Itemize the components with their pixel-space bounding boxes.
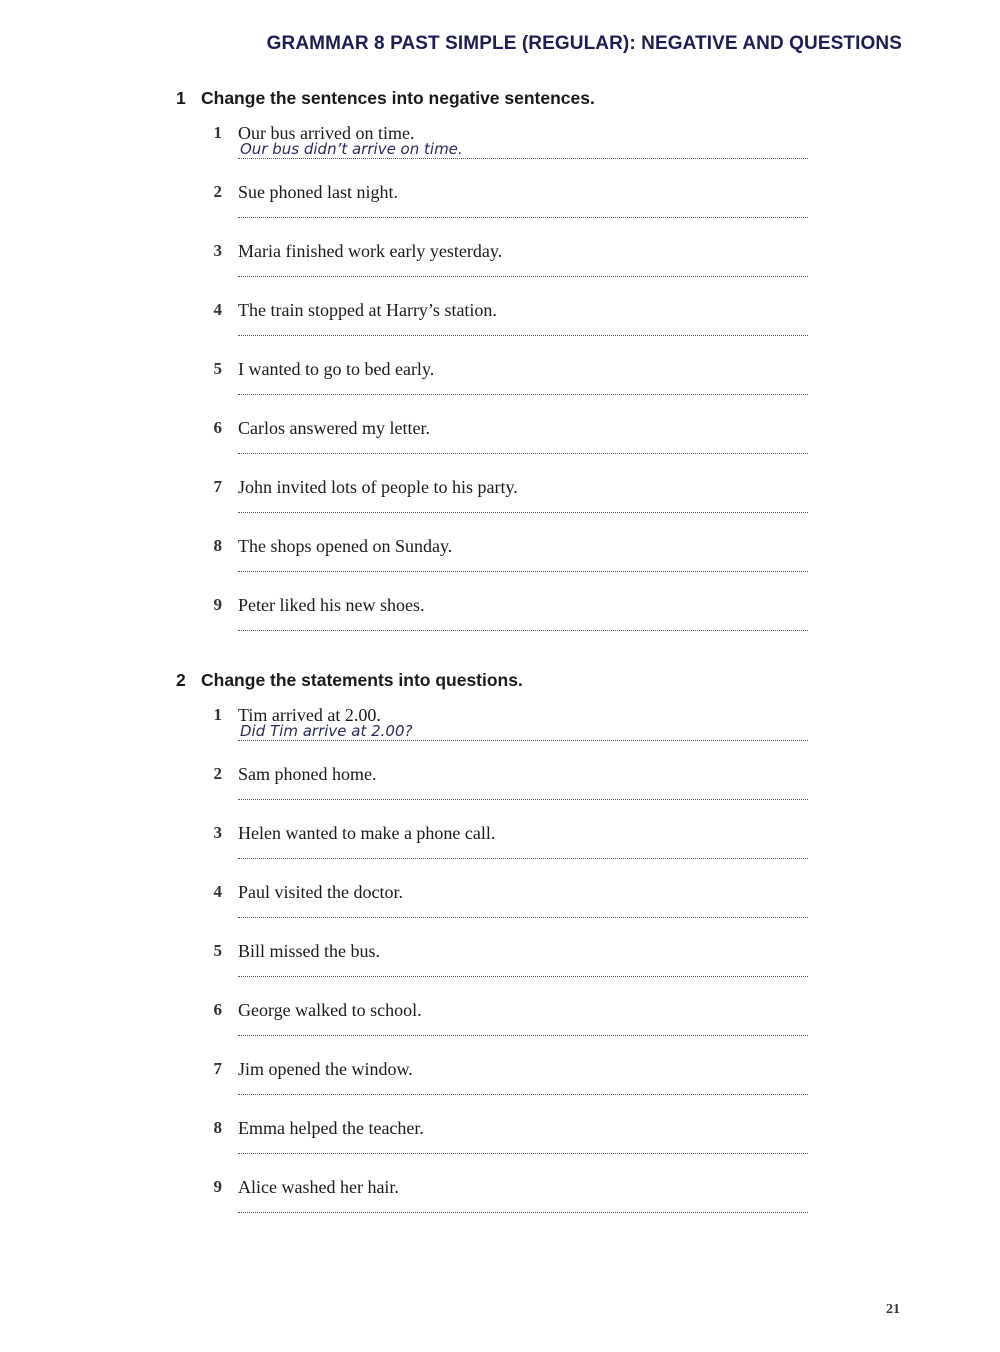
exercise-item <box>0 823 1000 882</box>
answer-line[interactable] <box>238 276 808 277</box>
item-number: 3 <box>213 823 222 842</box>
item-sentence: Alice washed her hair. <box>238 1177 399 1197</box>
item-sentence: Peter liked his new shoes. <box>238 595 425 615</box>
item-sentence: The shops opened on Sunday. <box>238 536 453 556</box>
answer-line[interactable] <box>238 453 808 454</box>
answer-line[interactable] <box>238 976 808 977</box>
exercise-instruction <box>176 88 595 109</box>
exercise-instruction <box>176 670 523 691</box>
exercise-item <box>0 123 1000 182</box>
item-number: 9 <box>213 1177 222 1196</box>
item-sentence: Emma helped the teacher. <box>238 1118 424 1138</box>
item-sentence: Maria finished work early yesterday. <box>238 241 503 261</box>
example-answer: Did Tim arrive at 2.00? <box>240 722 413 740</box>
answer-line[interactable] <box>238 394 808 395</box>
item-sentence: George walked to school. <box>238 1000 422 1020</box>
item-sentence: Sue phoned last night. <box>238 182 398 202</box>
exercise-item <box>0 1059 1000 1118</box>
exercise-item <box>0 418 1000 477</box>
exercise-item <box>0 182 1000 241</box>
example-answer: Our bus didn’t arrive on time. <box>240 140 463 158</box>
answer-line[interactable] <box>238 1153 808 1154</box>
exercise-item <box>0 941 1000 1000</box>
item-number: 5 <box>213 359 222 378</box>
answer-line[interactable] <box>238 917 808 918</box>
exercise-item <box>0 241 1000 300</box>
item-number: 6 <box>213 1000 222 1019</box>
item-sentence: Carlos answered my letter. <box>238 418 430 438</box>
item-number: 3 <box>213 241 222 260</box>
item-number: 2 <box>213 182 222 201</box>
item-number: 4 <box>213 300 222 319</box>
exercise-item <box>0 359 1000 418</box>
answer-line[interactable] <box>238 740 808 741</box>
exercise-number: 2 <box>176 670 186 690</box>
exercise-instruction-text: Change the statements into questions. <box>201 670 523 690</box>
exercise-instruction-text: Change the sentences into negative sentences. <box>201 88 595 108</box>
item-number: 1 <box>213 123 222 142</box>
item-number: 9 <box>213 595 222 614</box>
item-sentence: Sam phoned home. <box>238 764 377 784</box>
answer-line[interactable] <box>238 630 808 631</box>
page-number: 21 <box>886 1302 900 1317</box>
item-number: 4 <box>213 882 222 901</box>
exercise-item <box>0 1000 1000 1059</box>
answer-line[interactable] <box>238 335 808 336</box>
item-sentence: The train stopped at Harry’s station. <box>238 300 497 320</box>
item-sentence: Tim arrived at 2.00. <box>238 705 381 725</box>
item-number: 8 <box>213 1118 222 1137</box>
item-sentence: John invited lots of people to his party. <box>238 477 518 497</box>
exercise-item <box>0 882 1000 941</box>
item-number: 1 <box>213 705 222 724</box>
exercise-item <box>0 477 1000 536</box>
answer-line[interactable] <box>238 858 808 859</box>
item-sentence: Paul visited the doctor. <box>238 882 403 902</box>
item-sentence: Our bus arrived on time. <box>238 123 415 143</box>
exercise-item <box>0 705 1000 764</box>
exercise-number: 1 <box>176 88 186 108</box>
exercise-item <box>0 300 1000 359</box>
answer-line[interactable] <box>238 571 808 572</box>
item-number: 8 <box>213 536 222 555</box>
exercise-item <box>0 536 1000 595</box>
item-sentence: Helen wanted to make a phone call. <box>238 823 496 843</box>
page-title: GRAMMAR 8 PAST SIMPLE (REGULAR): NEGATIVE AND QUESTIONS <box>266 33 902 54</box>
answer-line[interactable] <box>238 217 808 218</box>
item-number: 5 <box>213 941 222 960</box>
item-sentence: I wanted to go to bed early. <box>238 359 435 379</box>
answer-line[interactable] <box>238 512 808 513</box>
exercise-item <box>0 1177 1000 1236</box>
answer-line[interactable] <box>238 799 808 800</box>
item-number: 7 <box>213 477 222 496</box>
answer-line[interactable] <box>238 1212 808 1213</box>
item-sentence: Jim opened the window. <box>238 1059 413 1079</box>
answer-line[interactable] <box>238 158 808 159</box>
exercise-item <box>0 1118 1000 1177</box>
item-number: 2 <box>213 764 222 783</box>
exercise-item <box>0 764 1000 823</box>
answer-line[interactable] <box>238 1094 808 1095</box>
item-number: 7 <box>213 1059 222 1078</box>
exercise-item <box>0 595 1000 654</box>
item-number: 6 <box>213 418 222 437</box>
answer-line[interactable] <box>238 1035 808 1036</box>
item-sentence: Bill missed the bus. <box>238 941 381 961</box>
